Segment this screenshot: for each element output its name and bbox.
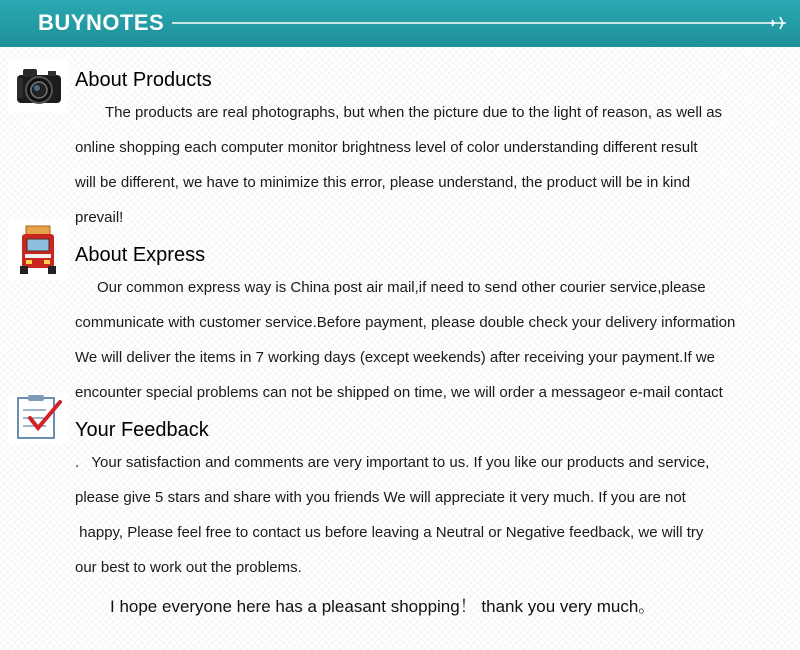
closing-message: I hope everyone here has a pleasant shopping！ thank you very much。 [110,597,656,616]
delivery-truck-icon [8,220,68,285]
text-line: will be different, we have to minimize this error, please understand, the product will be in kind [75,174,691,191]
text-line: online shopping each computer monitor brightness level of color understanding different result [75,139,698,156]
airplane-icon [770,17,786,29]
text-line: happy, Please feel free to contact us before leaving a Neutral or Negative feedback, we will try [75,524,704,541]
airplane-line-decoration [0,0,800,47]
text-line: our best to work out the problems. [75,559,302,576]
brand-title: BUYNOTES [38,10,165,35]
header-bar [0,0,800,47]
text-line: Our common express way is China post air mail,if need to send other courier service,please [97,279,706,296]
text-line: The products are real photographs, but when the picture due to the light of reason, as well as [105,104,723,121]
section-title-products: About Products [75,69,212,91]
camera-icon [8,58,68,118]
text-line: encounter special problems can not be shipped on time, we will order a messageor e-mail contact [75,384,723,401]
section-body-products [75,95,795,235]
text-line: please give 5 stars and share with you friends We will appreciate it very much. If you are not [75,489,686,506]
section-body-feedback [75,445,795,585]
text-line: . Your satisfaction and comments are very important to us. If you like our products and service, [75,454,710,471]
section-body-express [75,270,795,410]
section-title-express: About Express [75,244,206,266]
checklist-icon [8,394,68,449]
text-line: We will deliver the items in 7 working days (except weekends) after receiving your payment.If we [75,349,715,366]
text-line: communicate with customer service.Before payment, please double check your delivery information [75,314,736,331]
text-line: prevail! [75,209,124,226]
section-title-feedback: Your Feedback [75,419,209,441]
